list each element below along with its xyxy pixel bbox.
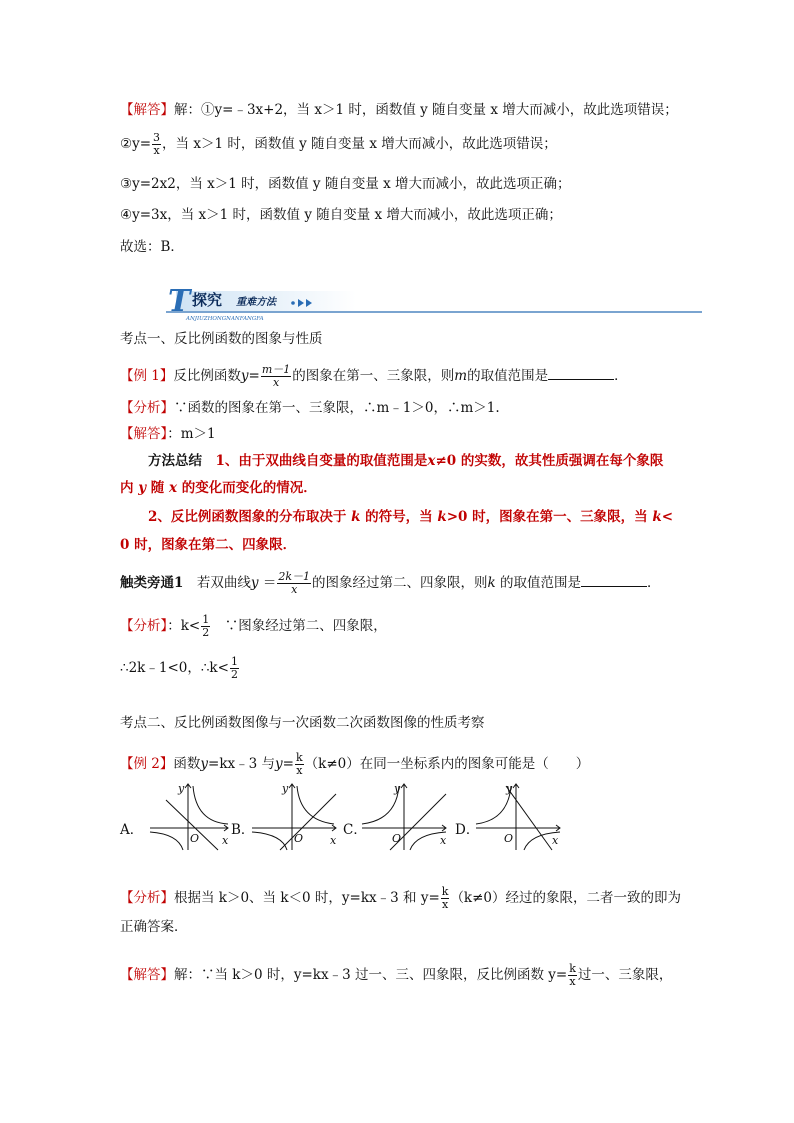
fraction bbox=[230, 656, 239, 681]
numerator: k bbox=[569, 962, 576, 975]
banner-graphic bbox=[166, 284, 702, 322]
numerator: 1 bbox=[230, 655, 238, 668]
var: m bbox=[454, 368, 468, 384]
analysis-2-line2: 正确答案． bbox=[120, 919, 188, 935]
numerator: k bbox=[295, 751, 303, 764]
fraction bbox=[568, 963, 577, 988]
option-a-graph bbox=[150, 784, 228, 850]
var: k bbox=[652, 509, 662, 525]
analysis-tag: 【分析】 bbox=[120, 618, 168, 634]
text: ：k< bbox=[167, 618, 201, 634]
text: ，当 x＞1 时，函数值 y 随自变量 x 增大而减小，故此选项错误； bbox=[162, 136, 557, 152]
hyperbola-branch-q3 bbox=[252, 832, 287, 850]
text: 的图象经过第二、四象限，则 bbox=[312, 575, 488, 591]
practice-analysis bbox=[120, 614, 387, 639]
solution-1 bbox=[120, 424, 216, 444]
example-2 bbox=[120, 752, 589, 777]
option-d-label[interactable]: D． bbox=[455, 822, 480, 838]
hyperbola-branch-q1 bbox=[297, 786, 334, 824]
topic-2-title: 考点二、反比例函数图像与一次函数二次函数图像的性质考察 bbox=[120, 715, 485, 731]
fraction bbox=[277, 571, 311, 596]
example-tag: 【例 2】 bbox=[120, 756, 174, 772]
summary-text: 2、反比例函数图象的分布取决于 bbox=[148, 509, 347, 525]
solution-text: 过一、三象限， bbox=[577, 967, 673, 983]
example-1: 【例 1】反比例函数y= $\frac{m-1}{x}$ 的图象在第一、三象限，则m的取值范围是 ． bbox=[120, 363, 628, 389]
text: =kx﹣3 与 bbox=[208, 756, 276, 772]
denominator: x bbox=[291, 583, 298, 596]
axis-label-x: x bbox=[552, 834, 559, 847]
text: ②y= bbox=[120, 136, 152, 152]
var: y bbox=[138, 480, 147, 496]
method-summary-1b bbox=[120, 478, 317, 498]
solution-2 bbox=[120, 963, 672, 988]
solution-tag: 【解答】 bbox=[120, 102, 174, 118]
analysis-text: ∵图象经过第二、四象限， bbox=[224, 618, 387, 634]
denominator: x bbox=[153, 144, 160, 157]
option-a-label[interactable]: A． bbox=[120, 822, 144, 838]
solution-text: ：m＞1 bbox=[167, 426, 216, 442]
practice-analysis-2 bbox=[120, 656, 240, 681]
summary-text: >0 时，图象在第一、三象限，当 bbox=[446, 509, 648, 525]
summary-text: 内 bbox=[120, 480, 134, 496]
var: k bbox=[487, 575, 496, 591]
text: （k≠0）在同一坐标系内的图象可能是（ ） bbox=[304, 756, 590, 772]
denominator: x bbox=[272, 376, 280, 389]
analysis-text: （k≠0）经过的象限，二者一致的即为 bbox=[450, 890, 682, 906]
fraction bbox=[201, 614, 210, 639]
hyperbola-branch-q1 bbox=[193, 786, 228, 824]
var: k bbox=[351, 509, 361, 525]
origin-label: O bbox=[392, 832, 402, 845]
axis-label-y: y bbox=[178, 782, 185, 795]
analysis-tag: 【分析】 bbox=[120, 400, 174, 416]
origin-label: O bbox=[190, 832, 200, 845]
text: = bbox=[282, 756, 294, 772]
analysis-1 bbox=[120, 398, 500, 418]
numerator: m－1 bbox=[261, 363, 291, 376]
banner-pinyin: ANJIUZHONGNANFANGFA bbox=[186, 316, 264, 322]
numerator: 1 bbox=[202, 613, 210, 626]
text: ． bbox=[614, 368, 628, 384]
var: x bbox=[168, 480, 178, 496]
axis-label-y: y bbox=[394, 782, 401, 795]
summary-text: ≠0 的实数，故其性质强调在每个象限 bbox=[435, 453, 664, 469]
banner-dot-icon bbox=[291, 301, 295, 305]
analysis-tag: 【分析】 bbox=[120, 890, 174, 906]
analysis-text: ∵函数的图象在第一、三象限，∴m﹣1＞0，∴m＞1. bbox=[174, 400, 500, 416]
axis-label-y: y bbox=[506, 782, 513, 795]
numerator: k bbox=[441, 885, 449, 898]
method-summary-1 bbox=[148, 451, 663, 471]
section-header-banner bbox=[166, 284, 702, 322]
origin-label: O bbox=[504, 832, 514, 845]
analysis-text: 根据当 k＞0、当 k＜0 时，y=kx﹣3 和 y= bbox=[174, 890, 440, 906]
summary-label: 方法总结 bbox=[148, 453, 202, 469]
option-c-label[interactable]: C． bbox=[343, 822, 367, 838]
summary-text: < bbox=[661, 509, 674, 525]
summary-text: 的变化而变化的情况． bbox=[181, 480, 317, 496]
practice-label: 触类旁通1 bbox=[120, 575, 184, 591]
text: 若双曲线 bbox=[196, 575, 251, 591]
hyperbola-branch-q3 bbox=[150, 832, 183, 850]
solution-line-1 bbox=[120, 100, 678, 120]
text: 的取值范围是 bbox=[467, 368, 549, 384]
banner-subtitle: 重难方法 bbox=[236, 297, 276, 308]
banner-title: 探究 bbox=[192, 291, 223, 309]
solution-text: 解：①y=﹣3x+2，当 x＞1 时，函数值 y 随自变量 x 增大而减小，故此选项错误； bbox=[174, 102, 678, 118]
fraction bbox=[261, 364, 291, 389]
origin-label: O bbox=[294, 832, 304, 845]
axis-label-y: y bbox=[282, 782, 289, 795]
solution-line-4: ④y=3x，当 x＞1 时，函数值 y 随自变量 x 增大而减小，故此选项正确； bbox=[120, 207, 562, 223]
text: 反比例函数 bbox=[173, 368, 241, 384]
axis-label-x: x bbox=[330, 834, 337, 847]
solution-tag: 【解答】 bbox=[120, 426, 168, 442]
solution-line-3: ③y=2x2，当 x＞1 时，函数值 y 随自变量 x 增大而减小，故此选项正确； bbox=[120, 176, 571, 192]
denominator: 2 bbox=[202, 626, 210, 639]
denominator: 2 bbox=[230, 668, 238, 681]
fraction bbox=[441, 886, 450, 911]
topic-1-title: 考点一、反比例函数的图象与性质 bbox=[120, 331, 323, 347]
axis-label-x: x bbox=[440, 834, 447, 847]
text: 的取值范围是 bbox=[500, 575, 581, 591]
var: y bbox=[250, 575, 259, 591]
axis-label-x: x bbox=[222, 834, 229, 847]
solution-text: 解：∵当 k＞0 时，y=kx﹣3 过一、三、四象限，反比例函数 y= bbox=[174, 967, 568, 983]
text: 的图象在第一、三象限，则 bbox=[292, 368, 455, 384]
summary-text: 1、由于双曲线自变量的取值范围是 bbox=[215, 453, 428, 469]
answer-blank bbox=[548, 367, 614, 380]
text: ∴2k﹣1<0，∴k< bbox=[120, 660, 229, 676]
solution-line-2 bbox=[120, 132, 557, 157]
solution-tag: 【解答】 bbox=[120, 967, 174, 983]
text: ． bbox=[647, 575, 661, 591]
var: y bbox=[200, 756, 209, 772]
banner-big-letter: T bbox=[168, 284, 191, 319]
option-d-graph bbox=[476, 784, 560, 850]
practice-1 bbox=[120, 571, 661, 596]
denominator: x bbox=[569, 975, 576, 988]
var: y bbox=[275, 756, 283, 772]
text: ＝ bbox=[262, 575, 277, 591]
method-summary-2b: 0 时，图象在第二、四象限． bbox=[120, 537, 297, 553]
numerator: 2k－1 bbox=[278, 570, 311, 583]
solution-line-5: 故选：B． bbox=[120, 239, 184, 255]
var: x bbox=[427, 453, 436, 469]
text: 函数 bbox=[173, 756, 201, 772]
denominator: x bbox=[441, 898, 449, 911]
summary-text: 的符号，当 bbox=[365, 509, 433, 525]
fraction bbox=[295, 752, 304, 777]
example-tag: 【例 1】 bbox=[120, 368, 174, 384]
answer-blank bbox=[581, 574, 647, 587]
fraction bbox=[152, 132, 161, 157]
var: y bbox=[240, 368, 249, 384]
option-b-label[interactable]: B． bbox=[231, 822, 255, 838]
method-summary-2 bbox=[148, 507, 673, 527]
option-c-graph bbox=[362, 784, 446, 850]
option-graphs bbox=[140, 780, 700, 852]
denominator: x bbox=[296, 764, 303, 777]
line-graph bbox=[280, 794, 336, 850]
analysis-2 bbox=[120, 886, 681, 911]
var: k bbox=[437, 509, 447, 525]
numerator: 3 bbox=[153, 131, 161, 144]
summary-text: 随 bbox=[150, 480, 165, 496]
